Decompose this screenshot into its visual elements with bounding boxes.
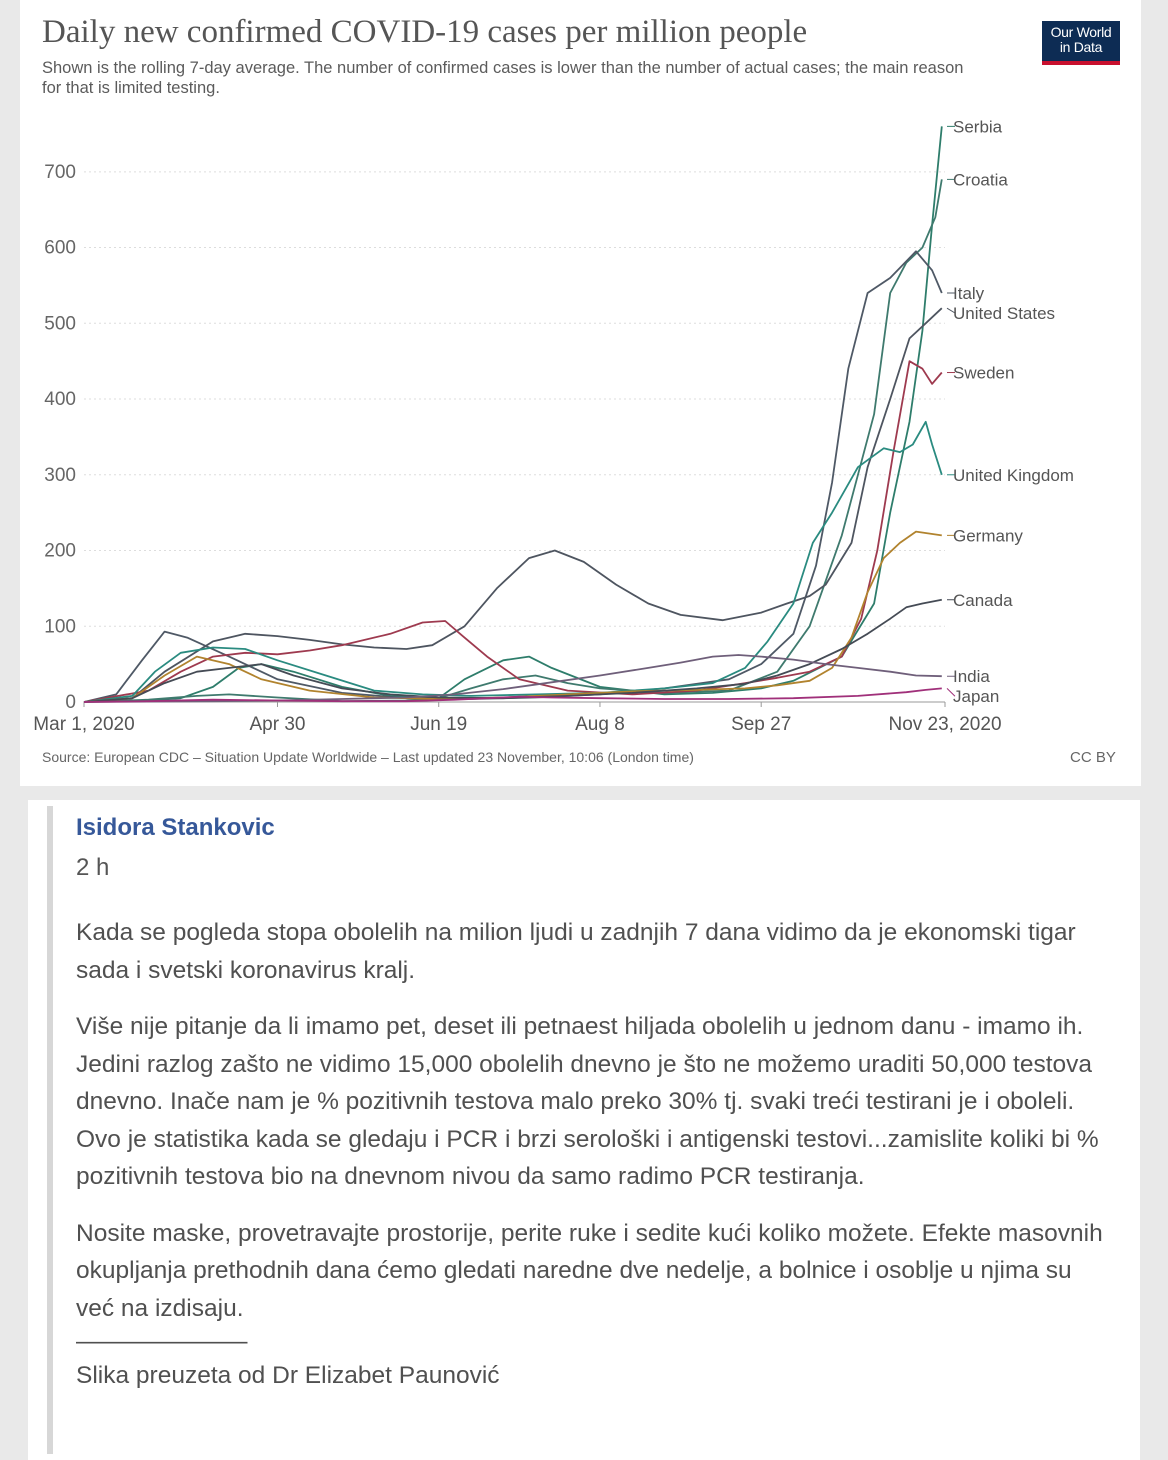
series-label: United States <box>953 304 1056 324</box>
series-line <box>84 361 942 702</box>
series-label: Italy <box>953 284 985 304</box>
series-line <box>84 308 942 702</box>
y-tick-label: 400 <box>44 389 76 411</box>
post-credit: Slika preuzeta od Dr Elizabet Paunović <box>76 1362 500 1389</box>
post-body <box>76 914 1106 1395</box>
y-tick-label: 300 <box>44 464 76 486</box>
x-tick-label: Apr 30 <box>249 714 306 735</box>
x-tick-label: Sep 27 <box>731 714 792 735</box>
series-label: United Kingdom <box>953 465 1074 485</box>
y-tick-label: 600 <box>44 237 76 259</box>
x-tick-label: Aug 8 <box>575 714 625 735</box>
quote-bar <box>47 806 53 1454</box>
post-divider: ——————— <box>76 1328 248 1355</box>
series-label: Serbia <box>953 117 1003 137</box>
y-tick-label: 100 <box>44 616 76 638</box>
series-label: Canada <box>953 590 1013 610</box>
x-tick-label: Mar 1, 2020 <box>33 714 135 735</box>
chart-subtitle: Shown is the rolling 7-day average. The number of confirmed cases is lower than the number of actual cases; the main reason for that is limited testing. <box>42 59 964 97</box>
x-tick-label: Jun 19 <box>410 714 468 735</box>
post-paragraph: Nosite maske, provetravajte prostorije, perite ruke i sedite kući koliko možete. Efekte masovnih okupljanja prethodnih dana ćemo gledati naredne dve nedelje, a bolnice i osoblje u njima su već na izdisaju. <box>76 1219 1103 1322</box>
series-label: Sweden <box>953 363 1015 383</box>
series-line <box>84 251 942 702</box>
post-author[interactable]: Isidora Stankovic <box>76 814 275 841</box>
post-paragraph: Kada se pogleda stopa obolelih na milion ljudi u zadnjih 7 dana vidimo da je ekonomski tigar sada i svetski koronavirus kralj. <box>76 919 1076 984</box>
post-time[interactable]: 2 h <box>76 854 110 881</box>
chart-source: Source: European CDC – Situation Update Worldwide – Last updated 23 November, 10:06 (London time) <box>42 749 694 765</box>
chart-card <box>20 0 1141 786</box>
y-tick-label: 0 <box>65 692 76 713</box>
owid-logo-line-1: Our World <box>1050 24 1112 40</box>
post-paragraph: Više nije pitanje da li imamo pet, deset ili petnaest hiljada obolelih u jednom danu - imamo ih. Jedini razlog zašto ne vidimo 15,000 obolelih dnevno je što ne možemo uraditi 50,000 testova dnevno. Inače nam je % pozitivnih testova malo preko 30% tj. svaki treći testirani je i oboleli. Ovo je statistika kada se gledaju i PCR i brzi serološki i antigenski testovi...zamislite koliki bi % pozitivnih testova bio na dnevnom nivou da samo radimo PCR testiranja. <box>76 1013 1099 1190</box>
series-label: Croatia <box>953 170 1008 190</box>
series-label: Japan <box>953 687 1000 707</box>
y-tick-label: 700 <box>44 161 76 183</box>
owid-logo-line-2: in Data <box>1059 39 1103 55</box>
series-label: Germany <box>953 526 1023 546</box>
y-tick-label: 500 <box>44 313 76 335</box>
series-label: India <box>953 667 990 687</box>
line-chart <box>20 0 1141 786</box>
x-tick-label: Nov 23, 2020 <box>888 714 1002 735</box>
post-card <box>28 800 1140 1460</box>
license-label[interactable]: CC BY <box>1070 749 1116 766</box>
chart-title: Daily new confirmed COVID-19 cases per million people <box>42 14 808 50</box>
y-tick-label: 200 <box>44 540 76 562</box>
series-line <box>84 179 942 702</box>
